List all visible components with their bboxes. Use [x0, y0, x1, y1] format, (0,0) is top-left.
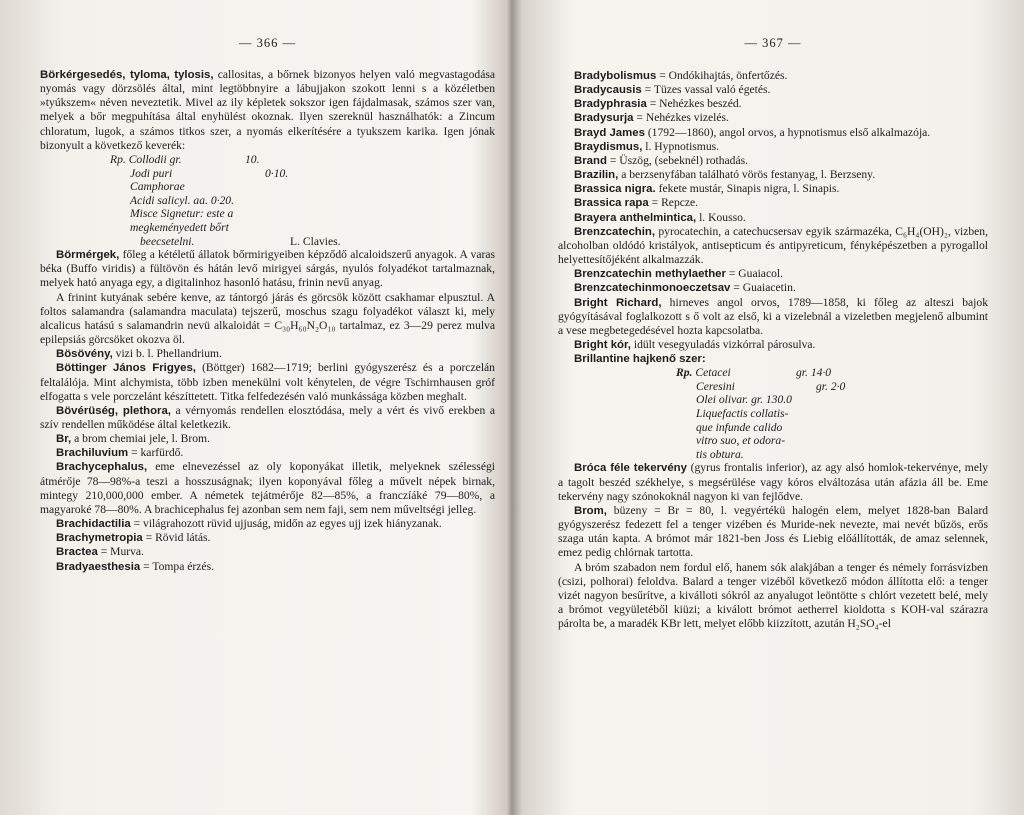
- entry: [40, 545, 495, 559]
- headword: Bradybolismus: [574, 70, 657, 82]
- headword: Brachymetropia: [56, 532, 143, 545]
- entry-text: idült vesegyuladás vizkórral párosulva.: [630, 337, 816, 351]
- recipe-line: [676, 421, 988, 435]
- headword: Brenzcatechin,: [574, 225, 656, 238]
- entry-text: a berzsenyfában található vörös festanyag, l. Berzseny.: [618, 168, 876, 182]
- recipe-line: [110, 194, 495, 208]
- recipe-line: [676, 393, 988, 407]
- ingredient: Misce Signetur: este a: [130, 207, 234, 221]
- entry: [558, 296, 988, 338]
- headword: Brand: [574, 154, 607, 167]
- right-page: [558, 0, 988, 815]
- entry-text: pyrocatechin, a catechucsersav egyik származéka, C₆H₄(OH)₂, vizben, alcoholban oldódó kristályok, antisepticum és antipyreticum, fényképészetben a pyrogallol helyettesítőjéként alkalmazzák.: [558, 224, 988, 267]
- entry: [558, 140, 988, 154]
- headword: Brachidactilia: [56, 518, 131, 531]
- entry-text: = Murva.: [97, 545, 144, 559]
- ingredient: Jodi puri: [130, 166, 173, 180]
- entry-text: = Nehézkes vizelés.: [633, 111, 729, 125]
- ingredient: Collodii gr.: [128, 152, 182, 166]
- ingredient: Camphorae: [130, 180, 185, 194]
- left-page: [40, 0, 495, 815]
- recipe-line: [676, 407, 988, 421]
- page-number: — 366 —: [239, 36, 296, 50]
- entry-text: a vérnyomás rendellen elosztódása, mely a vért és vivő erekben a szív rendellen működése által keletkezik.: [40, 403, 495, 431]
- entry: [40, 291, 495, 348]
- headword: Brachycephalus,: [56, 461, 148, 474]
- entry: [558, 168, 988, 182]
- entry: [558, 281, 988, 295]
- entry: [558, 154, 988, 168]
- entry-text: = Guaiacetin.: [730, 281, 796, 295]
- entry-text: fekete mustár, Sinapis nigra, l. Sinapis.: [655, 182, 840, 196]
- entry-text: = Repcze.: [648, 196, 699, 210]
- entry: [558, 196, 988, 210]
- entry: [40, 460, 495, 517]
- recipe: [676, 366, 988, 461]
- headword: Bright kór,: [574, 338, 631, 351]
- entry: [558, 126, 988, 140]
- entry-text: = Nehézkes beszéd.: [646, 97, 742, 111]
- ingredient: megkeményedett bőrt: [130, 220, 229, 234]
- entry: [40, 347, 495, 361]
- headword: Bróca féle tekervény: [574, 462, 687, 475]
- entry-text: (1792—1860), angol orvos, a hypnotismus első alkalmazója.: [644, 125, 931, 139]
- entry-text: (gyrus frontalis inferior), az agy alsó homlok-tekervénye, mely a tagolt beszéd székhelye, s megsérülése vagy kóros elváltozása után afázia áll be. Eme tekervény nagy szónokoknál nagyon ki van fejlődve.: [558, 461, 988, 503]
- ingredient: Acidi salicyl. aa. 0·20.: [130, 193, 235, 207]
- headword: Bradyaesthesia: [56, 560, 141, 573]
- recipe-line: [110, 207, 495, 221]
- headword: Brayd James: [574, 126, 645, 139]
- entry: [40, 531, 495, 545]
- headword: Bradysurja: [574, 112, 634, 125]
- quantity: L. Clavies.: [290, 234, 341, 248]
- entry-text: főleg a kétéletű állatok bőrmirigyeiben képződő alcaloidszerű anyagok. A varas béka (Buffo viridis) a fültövön és hátán levő mirigyei sárgás, nyulós folyadékot tartalmaznak, melyek ható anyaga egy, a digitalinhoz hasonló hatásu, frinin nevű anyag.: [40, 248, 495, 290]
- recipe-line: [110, 221, 495, 235]
- entry-text: = karfürdő.: [128, 446, 184, 460]
- recipe: [110, 153, 495, 248]
- entry: [40, 432, 495, 446]
- entry: [40, 560, 495, 574]
- entry-text: = Guaiacol.: [725, 267, 784, 281]
- entry: [558, 352, 988, 366]
- rp-label: Rp.: [676, 366, 693, 380]
- headword: Bösövény,: [56, 348, 113, 361]
- entry: [558, 267, 988, 281]
- ingredient: tis obtura.: [696, 447, 744, 461]
- headword: Brachiluvium: [56, 447, 129, 460]
- page-text: [558, 69, 988, 631]
- headword: Brayera anthelmintica,: [574, 211, 697, 224]
- headword: Brenzcatechinmonoeczetsav: [574, 282, 731, 295]
- entry-text: = Rövid látás.: [142, 531, 211, 545]
- entry: [558, 338, 988, 352]
- headword: Brenzcatechin methylaether: [574, 268, 726, 281]
- headword: Brazilin,: [574, 169, 619, 182]
- entry: [558, 561, 988, 632]
- entry: [558, 83, 988, 97]
- ingredient: que infunde calido: [696, 420, 783, 434]
- headword: Brom,: [574, 504, 607, 517]
- ingredient: Ceresini: [696, 379, 735, 393]
- entry-text: a brom chemiai jele, l. Brom.: [71, 432, 210, 446]
- ingredient: Liquefactis collatis-: [696, 407, 789, 421]
- recipe-line: [110, 180, 495, 194]
- entry-text: A frinint kutyának sebére kenve, az tántorgó járás és görcsök között csakhamar elpusztul. A foltos salamandra (salamandra maculata) tejszerű, moschus szagu folyadékot választ ki, mely alcalicus hatású s salamandrin nevü alkaloidát = C₃₀H₆₀N₂O₁₀ tartalmaz, ez 3—29 perez mulva epilepsiás görcsöket okozva öl.: [40, 290, 495, 347]
- entry-text: = Tompa érzés.: [140, 559, 214, 573]
- entry: [558, 69, 988, 83]
- headword: Brassica rapa: [574, 197, 649, 210]
- page-number: — 367 —: [744, 36, 802, 50]
- page-text: [40, 68, 495, 574]
- headword: Bright Richard,: [574, 296, 662, 309]
- headword: Bractea: [56, 546, 98, 559]
- entry: [40, 404, 495, 432]
- entry-text: büzeny = Br = 80, l. vegyértékü halogén elem, melyet 1828-ban Balard gyógyszerész fedezett fel a tenger vizében és Muride-nek nevezte, mai nevét bűzös, erős szaga után kapta. A brómot már 1821-ben Joss és Liebig előállították, de amaz selennek, emez pedig chlórnak tartotta.: [558, 503, 988, 560]
- entry: [558, 97, 988, 111]
- entry-text: vizi b. l. Phellandrium.: [112, 347, 222, 361]
- headword: Börmérgek,: [56, 249, 120, 262]
- entry: [40, 446, 495, 460]
- entry: [40, 248, 495, 290]
- headword: Brassica nigra.: [574, 183, 656, 196]
- entry-text: eme elnevezéssel az oly koponyákat illetik, melyeknek szélességi átmérője 78—98%-a teszi a hosszuságnak; ilyen koponyával főleg a művelt népek birnak, mintegy 210,000,000 ember. A németek tejátmérője 82—85%, a franczíáké 79—80%, a magyaroké 78—80%. A brachicephalus fej azonban sem nem faji, sem nem műveltségi jelleg.: [40, 460, 495, 516]
- recipe-line: [676, 434, 988, 448]
- ingredient: beecsetelni.: [140, 234, 195, 248]
- entry-text: (Böttger) 1682—1719; berlini gyógyszerész és a porczelán feltalálója. Mint alchymista, több izben menekülni volt kénytelen, de végre Tschirnhausen gróf elfogatta s vele porczelánt készíttetett. Titka felfedezésén való munkássága közben meghalt.: [40, 361, 495, 403]
- quantity: gr. 2·0: [816, 379, 846, 393]
- headword: Bövérüség, plethora,: [56, 404, 171, 417]
- entry-text: = Tüzes vassal való égetés.: [641, 83, 771, 97]
- entry-text: = Ondókihajtás, önfertőzés.: [656, 69, 788, 82]
- entry: [558, 225, 988, 267]
- quantity: gr. 14·0: [796, 366, 832, 380]
- headword: Böttinger János Frigyes,: [56, 362, 196, 375]
- entry: [558, 182, 988, 196]
- recipe-line: [676, 380, 988, 394]
- headword: Bradyphrasia: [574, 98, 647, 111]
- recipe-line: [110, 167, 495, 181]
- entry-text: hirneves angol orvos, 1789—1858, ki főleg az alteszi bajok gyógyításával foglalkozott s ő volt az első, ki a vizelebnál a vizeletben megjelenő albumint a vese megbetegedésével hozta kapcsolatba.: [558, 295, 988, 337]
- quantity: 0·10.: [265, 166, 289, 180]
- ingredient: vitro suo, et odora-: [696, 434, 786, 448]
- recipe-line: [110, 153, 495, 167]
- headword: Braydismus,: [574, 140, 643, 153]
- entry-text: callositas, a bőrnek bizonyos helyen való megvastagodása nyomás vagy dörzsölés által, mint legtöbbnyire a lábujjakon szokott lenni s a közéletben »tyúkszem« néven neveztetik. Mivel az ily képletek sokszor igen fájdalmasak, számos szer van, melyek a bőr megpuhítása által enyhülést okoznak. Ilyen szereknül használhatók: a Zincum chloratum, lugok, a számos titkos szer, a nyomás elkerítésére a tyukszem karika. Igen jónak bizonyult a következő keverék:: [40, 68, 495, 152]
- entry-text: l. Kousso.: [696, 210, 746, 224]
- recipe-line: [676, 448, 988, 462]
- entry-text: l. Hypnotismus.: [642, 139, 720, 153]
- recipe-line: [676, 366, 988, 380]
- headword: Br,: [56, 433, 72, 446]
- entry-text: A bróm szabadon nem fordul elő, hanem sók alakjában a tenger és némely forrásvizben (csizi, polhorai) feloldva. Balard a tenger vizéből következő módon állította elő: a tenger vizét nagyon besűrítve, a kiválloti sókról az anyalugot leöntötte s chlórt vezetett belé, mely a brómot vegyületéből kiüzi; a kiválott brómot aetherrel kioldotta s KOH-val szárazra párolta be, a maradék KBr lett, melyet előbb kiizzított, azután H₂SO₄-el: [558, 560, 988, 631]
- entry: [558, 461, 988, 503]
- entry-text: = világrahozott rüvid ujjuság, midőn az egyes ujj izek hiányzanak.: [130, 517, 442, 531]
- rp-label: Rp.: [110, 152, 126, 166]
- entry: [558, 504, 988, 561]
- entry: [558, 211, 988, 225]
- headword: Brillantine hajkenő szer:: [574, 353, 706, 366]
- ingredient: Olei olivar. gr. 130.0: [696, 393, 792, 407]
- entry: [558, 111, 988, 125]
- quantity: 10.: [245, 152, 260, 166]
- entry: [40, 68, 495, 153]
- entry: [40, 361, 495, 403]
- recipe-line: [110, 235, 495, 249]
- headword: Bradycausis: [574, 84, 642, 97]
- entry-text: = Üszög, (sebeknél) rothadás.: [606, 153, 749, 167]
- headword: Börkérgesedés, tyloma, tylosis,: [40, 69, 214, 81]
- ingredient: Cetacei: [695, 366, 731, 380]
- entry: [40, 517, 495, 531]
